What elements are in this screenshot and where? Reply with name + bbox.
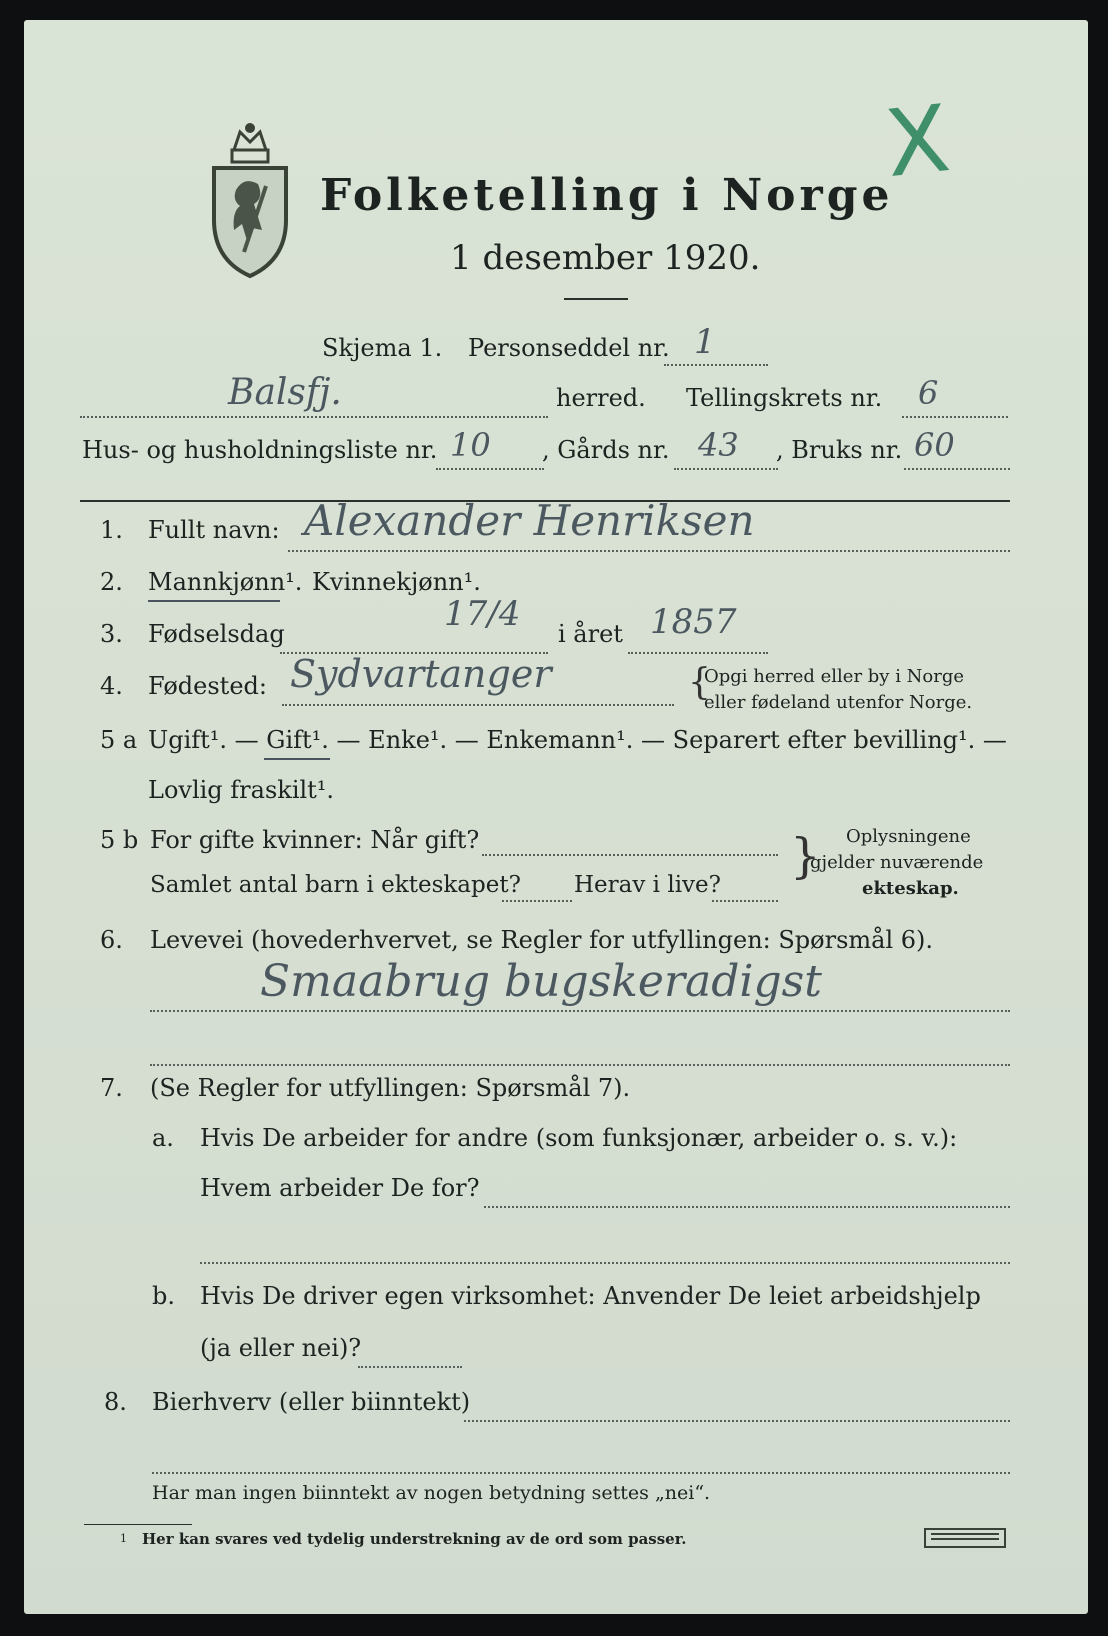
- footnote-divider: [84, 1524, 192, 1525]
- printer-stamp: [924, 1528, 1006, 1548]
- form-date: 1 desember 1920.: [450, 238, 761, 278]
- q6-number: 6.: [100, 926, 123, 954]
- q6-label: Levevei (hovederhvervet, se Regler for utfyllingen: Spørsmål 6).: [150, 926, 934, 954]
- q5b-children-line[interactable]: [502, 900, 572, 902]
- q7-label: (Se Regler for utfyllingen: Spørsmål 7).: [150, 1074, 631, 1102]
- q1-label: Fullt navn:: [148, 516, 280, 544]
- q1-value[interactable]: Alexander Henriksen: [304, 496, 755, 545]
- q5a-options-line2[interactable]: Lovlig fraskilt¹.: [148, 776, 335, 804]
- q5b-number: 5 b: [100, 826, 139, 854]
- q3-year-line: [628, 652, 768, 654]
- q3-number: 3.: [100, 620, 123, 648]
- bruks-label: , Bruks nr.: [776, 436, 903, 464]
- q2-male-option[interactable]: Mannkjønn¹.: [148, 568, 303, 596]
- personseddel-label: Personseddel nr.: [468, 334, 670, 362]
- gards-label: , Gårds nr.: [542, 436, 670, 464]
- q5b-alive-line[interactable]: [712, 900, 778, 902]
- q7a-label: Hvis De arbeider for andre (som funksjonær, arbeider o. s. v.):: [200, 1124, 958, 1152]
- q5b-label-married-when: For gifte kvinner: Når gift?: [150, 826, 480, 854]
- q3-day-value[interactable]: 17/4: [444, 594, 521, 634]
- q1-number: 1.: [100, 516, 123, 544]
- gards-line: [674, 468, 778, 470]
- hus-value[interactable]: 10: [450, 426, 491, 464]
- tellingskrets-line: [902, 416, 1008, 418]
- q3-label: Fødselsdag: [148, 620, 285, 648]
- q8-number: 8.: [104, 1388, 127, 1416]
- q8-line2[interactable]: [152, 1472, 1010, 1474]
- q5a-number: 5 a: [100, 726, 138, 754]
- q7b-line[interactable]: [358, 1366, 462, 1368]
- q6-line2[interactable]: [150, 1064, 1010, 1066]
- q4-note-brace: {: [688, 662, 711, 703]
- q3-year-value[interactable]: 1857: [650, 602, 737, 642]
- tellingskrets-value[interactable]: 6: [918, 374, 939, 412]
- q4-number: 4.: [100, 672, 123, 700]
- footnote-mark: 1: [120, 1532, 127, 1545]
- q4-label: Fødested:: [148, 672, 267, 700]
- q7a-label2: Hvem arbeider De for?: [200, 1174, 480, 1202]
- q4-note-line2: eller fødeland utenfor Norge.: [704, 692, 973, 713]
- coat-of-arms-icon: [204, 120, 296, 280]
- q4-note-line1: Opgi herred eller by i Norge: [704, 666, 965, 687]
- q8-label: Bierhverv (eller biinntekt): [152, 1388, 471, 1416]
- q7b-label2: (ja eller nei)?: [200, 1334, 362, 1362]
- form-title: Folketelling i Norge: [320, 170, 894, 221]
- q7-number: 7.: [100, 1074, 123, 1102]
- q5b-note-line1: Oplysningene: [846, 826, 971, 847]
- q5a-gift-underline: [264, 758, 330, 760]
- q2-female-option[interactable]: Kvinnekjønn¹.: [312, 568, 481, 596]
- q4-value[interactable]: Sydvartanger: [290, 652, 552, 696]
- q7b-label: Hvis De driver egen virksomhet: Anvender De leiet arbeidshjelp: [200, 1282, 981, 1310]
- footnote-text: Her kan svares ved tydelig understrekning av de ord som passer.: [142, 1530, 687, 1548]
- q6-line1: [150, 1010, 1010, 1012]
- herred-label: herred.: [556, 384, 646, 412]
- q6-value[interactable]: Smaabrug bugskeradigst: [260, 956, 822, 1007]
- q5b-note-brace: }: [790, 828, 821, 884]
- q7b-letter: b.: [152, 1282, 175, 1310]
- tellingskrets-label: Tellingskrets nr.: [686, 384, 883, 412]
- gards-value[interactable]: 43: [698, 426, 739, 464]
- q5b-note-line3: ekteskap.: [862, 878, 959, 899]
- q5b-note-line2: gjelder nuværende: [810, 852, 984, 873]
- q5a-options[interactable]: Ugift¹. — Gift¹. — Enke¹. — Enkemann¹. — Separert efter bevilling¹. —: [148, 726, 1007, 754]
- q4-line: [282, 704, 674, 706]
- q2-number: 2.: [100, 568, 123, 596]
- q1-line: [288, 550, 1010, 552]
- herred-value[interactable]: Balsfj.: [228, 372, 342, 413]
- title-divider: [564, 298, 628, 300]
- personseddel-line: [664, 364, 768, 366]
- q2-male-underline: [148, 600, 280, 602]
- bruks-value[interactable]: 60: [914, 426, 955, 464]
- biinntekt-note: Har man ingen biinntekt av nogen betydning settes „nei“.: [152, 1482, 711, 1504]
- herred-line: [80, 416, 548, 418]
- bruks-line: [904, 468, 1010, 470]
- q5b-married-when-line[interactable]: [482, 854, 778, 856]
- q7a-letter: a.: [152, 1124, 174, 1152]
- q7a-line2[interactable]: [200, 1262, 1010, 1264]
- q5b-label-alive: Herav i live?: [574, 872, 721, 898]
- hus-line: [436, 468, 544, 470]
- q8-line[interactable]: [464, 1420, 1010, 1422]
- hus-label: Hus- og husholdningsliste nr.: [82, 436, 438, 464]
- q5b-label-children: Samlet antal barn i ekteskapet?: [150, 872, 521, 898]
- schema-label: Skjema 1.: [322, 334, 443, 362]
- census-form-page: [24, 20, 1088, 1614]
- check-mark: X: [880, 84, 955, 199]
- personseddel-value[interactable]: 1: [694, 322, 716, 362]
- q3-year-label: i året: [558, 620, 623, 648]
- q7a-line[interactable]: [484, 1206, 1010, 1208]
